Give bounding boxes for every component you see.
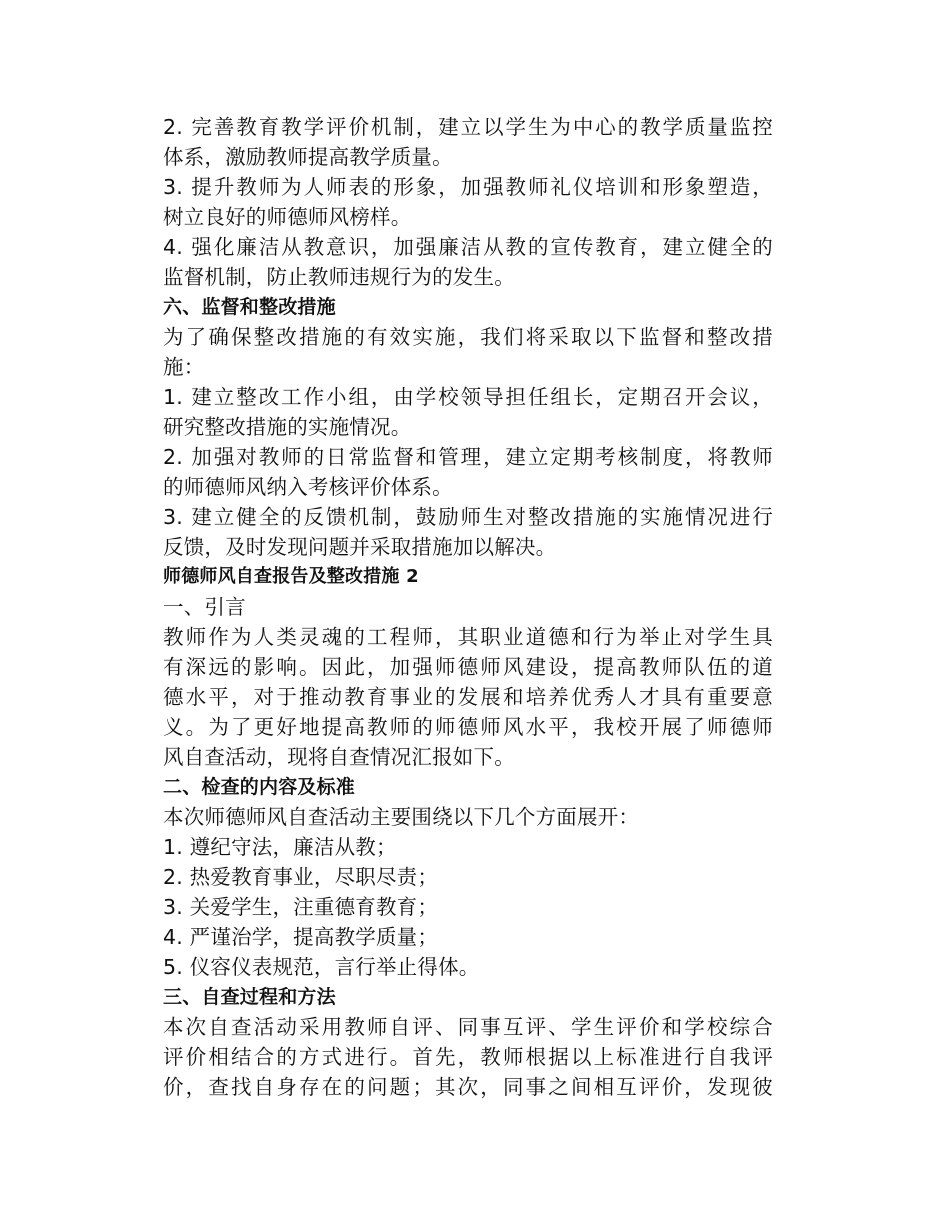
- list-item: 4. 严谨治学，提高教学质量；: [163, 925, 439, 949]
- list-item: 5. 仪容仪表规范，言行举止得体。: [163, 955, 480, 979]
- paragraph-line: 评价相结合的方式进行。首先，教师根据以上标准进行自我评: [163, 1045, 773, 1069]
- section-heading: 六、监督和整改措施: [163, 296, 336, 318]
- list-item: 1. 遵纪守法，廉洁从教；: [163, 835, 397, 859]
- paragraph-line: 的师德师风纳入考核评价体系。: [163, 475, 453, 499]
- paragraph-line: 本次师德师风自查活动主要围绕以下几个方面展开：: [163, 805, 640, 829]
- paragraph-line: 施：: [163, 355, 205, 379]
- section-heading: 一、引言: [163, 595, 246, 619]
- list-item: 2. 热爱教育事业，尽职尽责；: [163, 865, 439, 889]
- paragraph-line: 2. 完善教育教学评价机制，建立以学生为中心的教学质量监控: [163, 115, 773, 139]
- paragraph-line: 为了确保整改措施的有效实施，我们将采取以下监督和整改措: [163, 325, 773, 349]
- document-page: [163, 112, 773, 1102]
- paragraph-line: 1. 建立整改工作小组，由学校领导担任组长，定期召开会议，: [163, 385, 773, 409]
- paragraph-line: 树立良好的师德师风榜样。: [163, 205, 412, 229]
- paragraph-line: 价，查找自身存在的问题；其次，同事之间相互评价，发现彼: [163, 1075, 773, 1099]
- paragraph-line: 义。为了更好地提高教师的师德师风水平，我校开展了师德师: [163, 715, 773, 739]
- paragraph-line: 教师作为人类灵魂的工程师，其职业道德和行为举止对学生具: [163, 625, 773, 649]
- paragraph-line: 3. 建立健全的反馈机制，鼓励师生对整改措施的实施情况进行: [163, 505, 773, 529]
- paragraph-line: 本次自查活动采用教师自评、同事互评、学生评价和学校综合: [163, 1015, 773, 1039]
- paragraph-line: 反馈，及时发现问题并采取措施加以解决。: [163, 535, 557, 559]
- paragraph-line: 风自查活动，现将自查情况汇报如下。: [163, 745, 515, 769]
- paragraph-line: 2. 加强对教师的日常监督和管理，建立定期考核制度，将教师: [163, 445, 773, 469]
- section-heading: 二、检查的内容及标准: [163, 776, 356, 798]
- paragraph-line: 有深远的影响。因此，加强师德师风建设，提高教师队伍的道: [163, 655, 773, 679]
- paragraph-line: 德水平，对于推动教育事业的发展和培养优秀人才具有重要意: [163, 685, 773, 709]
- paragraph-line: 监督机制，防止教师违规行为的发生。: [163, 265, 515, 289]
- section-heading: 三、自查过程和方法: [163, 986, 336, 1008]
- list-item: 3. 关爱学生，注重德育教育；: [163, 895, 439, 919]
- paragraph-line: 3. 提升教师为人师表的形象，加强教师礼仪培训和形象塑造，: [163, 175, 773, 199]
- document-title: 师德师风自查报告及整改措施 2: [163, 566, 419, 587]
- paragraph-line: 体系，激励教师提高教学质量。: [163, 145, 453, 169]
- paragraph-line: 研究整改措施的实施情况。: [163, 415, 412, 439]
- paragraph-line: 4. 强化廉洁从教意识，加强廉洁从教的宣传教育，建立健全的: [163, 235, 773, 259]
